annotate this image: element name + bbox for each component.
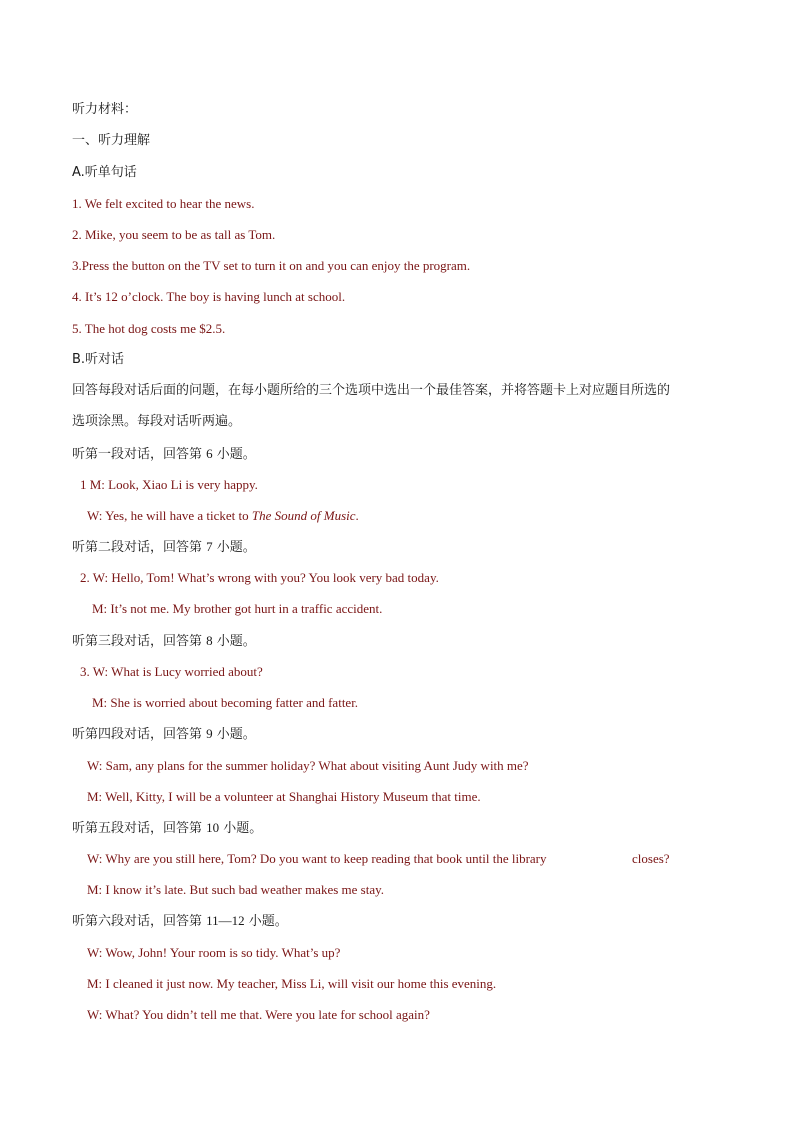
sentence-3: 3.Press the button on the TV set to turn it on and you can enjoy the program. [72, 258, 471, 273]
dialogue-1-line-2: W: Yes, he will have a ticket to The Sound of Music. [87, 508, 359, 523]
movie-title: The Sound of Music [251, 508, 356, 523]
sentence-2: 2. Mike, you seem to be as tall as Tom. [72, 227, 276, 242]
part-a-title: A.听单句话 [72, 165, 137, 180]
dialogue-6-line-2: M: I cleaned it just now. My teacher, Miss Li, will visit our home this evening. [87, 976, 497, 991]
dialogue-6-line-3: W: What? You didn’t tell me that. Were you late for school again? [87, 1007, 430, 1022]
instructions-line-1: 回答每段对话后面的问题，在每小题所给的三个选项中选出一个最佳答案，并将答题卡上对应题目所选的 [72, 383, 671, 398]
dialogue-5-line-2: M: I know it’s late. But such bad weather makes me stay. [87, 882, 385, 897]
instructions-line-2: 选项涂黑。每段对话听两遍。 [72, 414, 242, 429]
dialogue-6-intro: 听第六段对话，回答第 11—12 小题。 [72, 913, 288, 929]
dialogue-4-line-2: M: Well, Kitty, I will be a volunteer at Shanghai History Museum that time. [87, 789, 481, 804]
sentence-1: 1. We felt excited to hear the news. [72, 196, 255, 211]
sentence-5: 5. The hot dog costs me $2.5. [72, 321, 226, 336]
dialogue-4-line-1: W: Sam, any plans for the summer holiday? What about visiting Aunt Judy with me? [87, 758, 529, 773]
dialogue-2-line-2: M: It’s not me. My brother got hurt in a traffic accident. [92, 601, 383, 616]
dialogue-2-intro: 听第二段对话，回答第 7 小题。 [72, 539, 256, 555]
dialogue-5-intro: 听第五段对话，回答第 10 小题。 [72, 820, 263, 836]
dialogue-1-line-1: 1 M: Look, Xiao Li is very happy. [80, 477, 258, 492]
material-heading: 听力材料： [72, 102, 138, 117]
dialogue-4-intro: 听第四段对话，回答第 9 小题。 [72, 726, 256, 742]
dialogue-6-line-1: W: Wow, John! Your room is so tidy. What’s up? [87, 945, 341, 960]
dialogue-3-intro: 听第三段对话，回答第 8 小题。 [72, 633, 256, 649]
dialogue-3-line-2: M: She is worried about becoming fatter and fatter. [92, 695, 359, 710]
sentence-4: 4. It’s 12 o’clock. The boy is having lunch at school. [72, 289, 346, 304]
dialogue-5-line-1-tail: closes? [632, 851, 670, 866]
dialogue-2-line-1: 2. W: Hello, Tom! What’s wrong with you? You look very bad today. [80, 570, 439, 585]
part-b-title: B.听对话 [72, 352, 125, 367]
dialogue-5-line-1: W: Why are you still here, Tom? Do you want to keep reading that book until the library [87, 851, 547, 866]
dialogue-1-intro: 听第一段对话，回答第 6 小题。 [72, 446, 256, 462]
section-title-listening: 一、听力理解 [72, 133, 151, 148]
dialogue-3-line-1: 3. W: What is Lucy worried about? [80, 664, 263, 679]
